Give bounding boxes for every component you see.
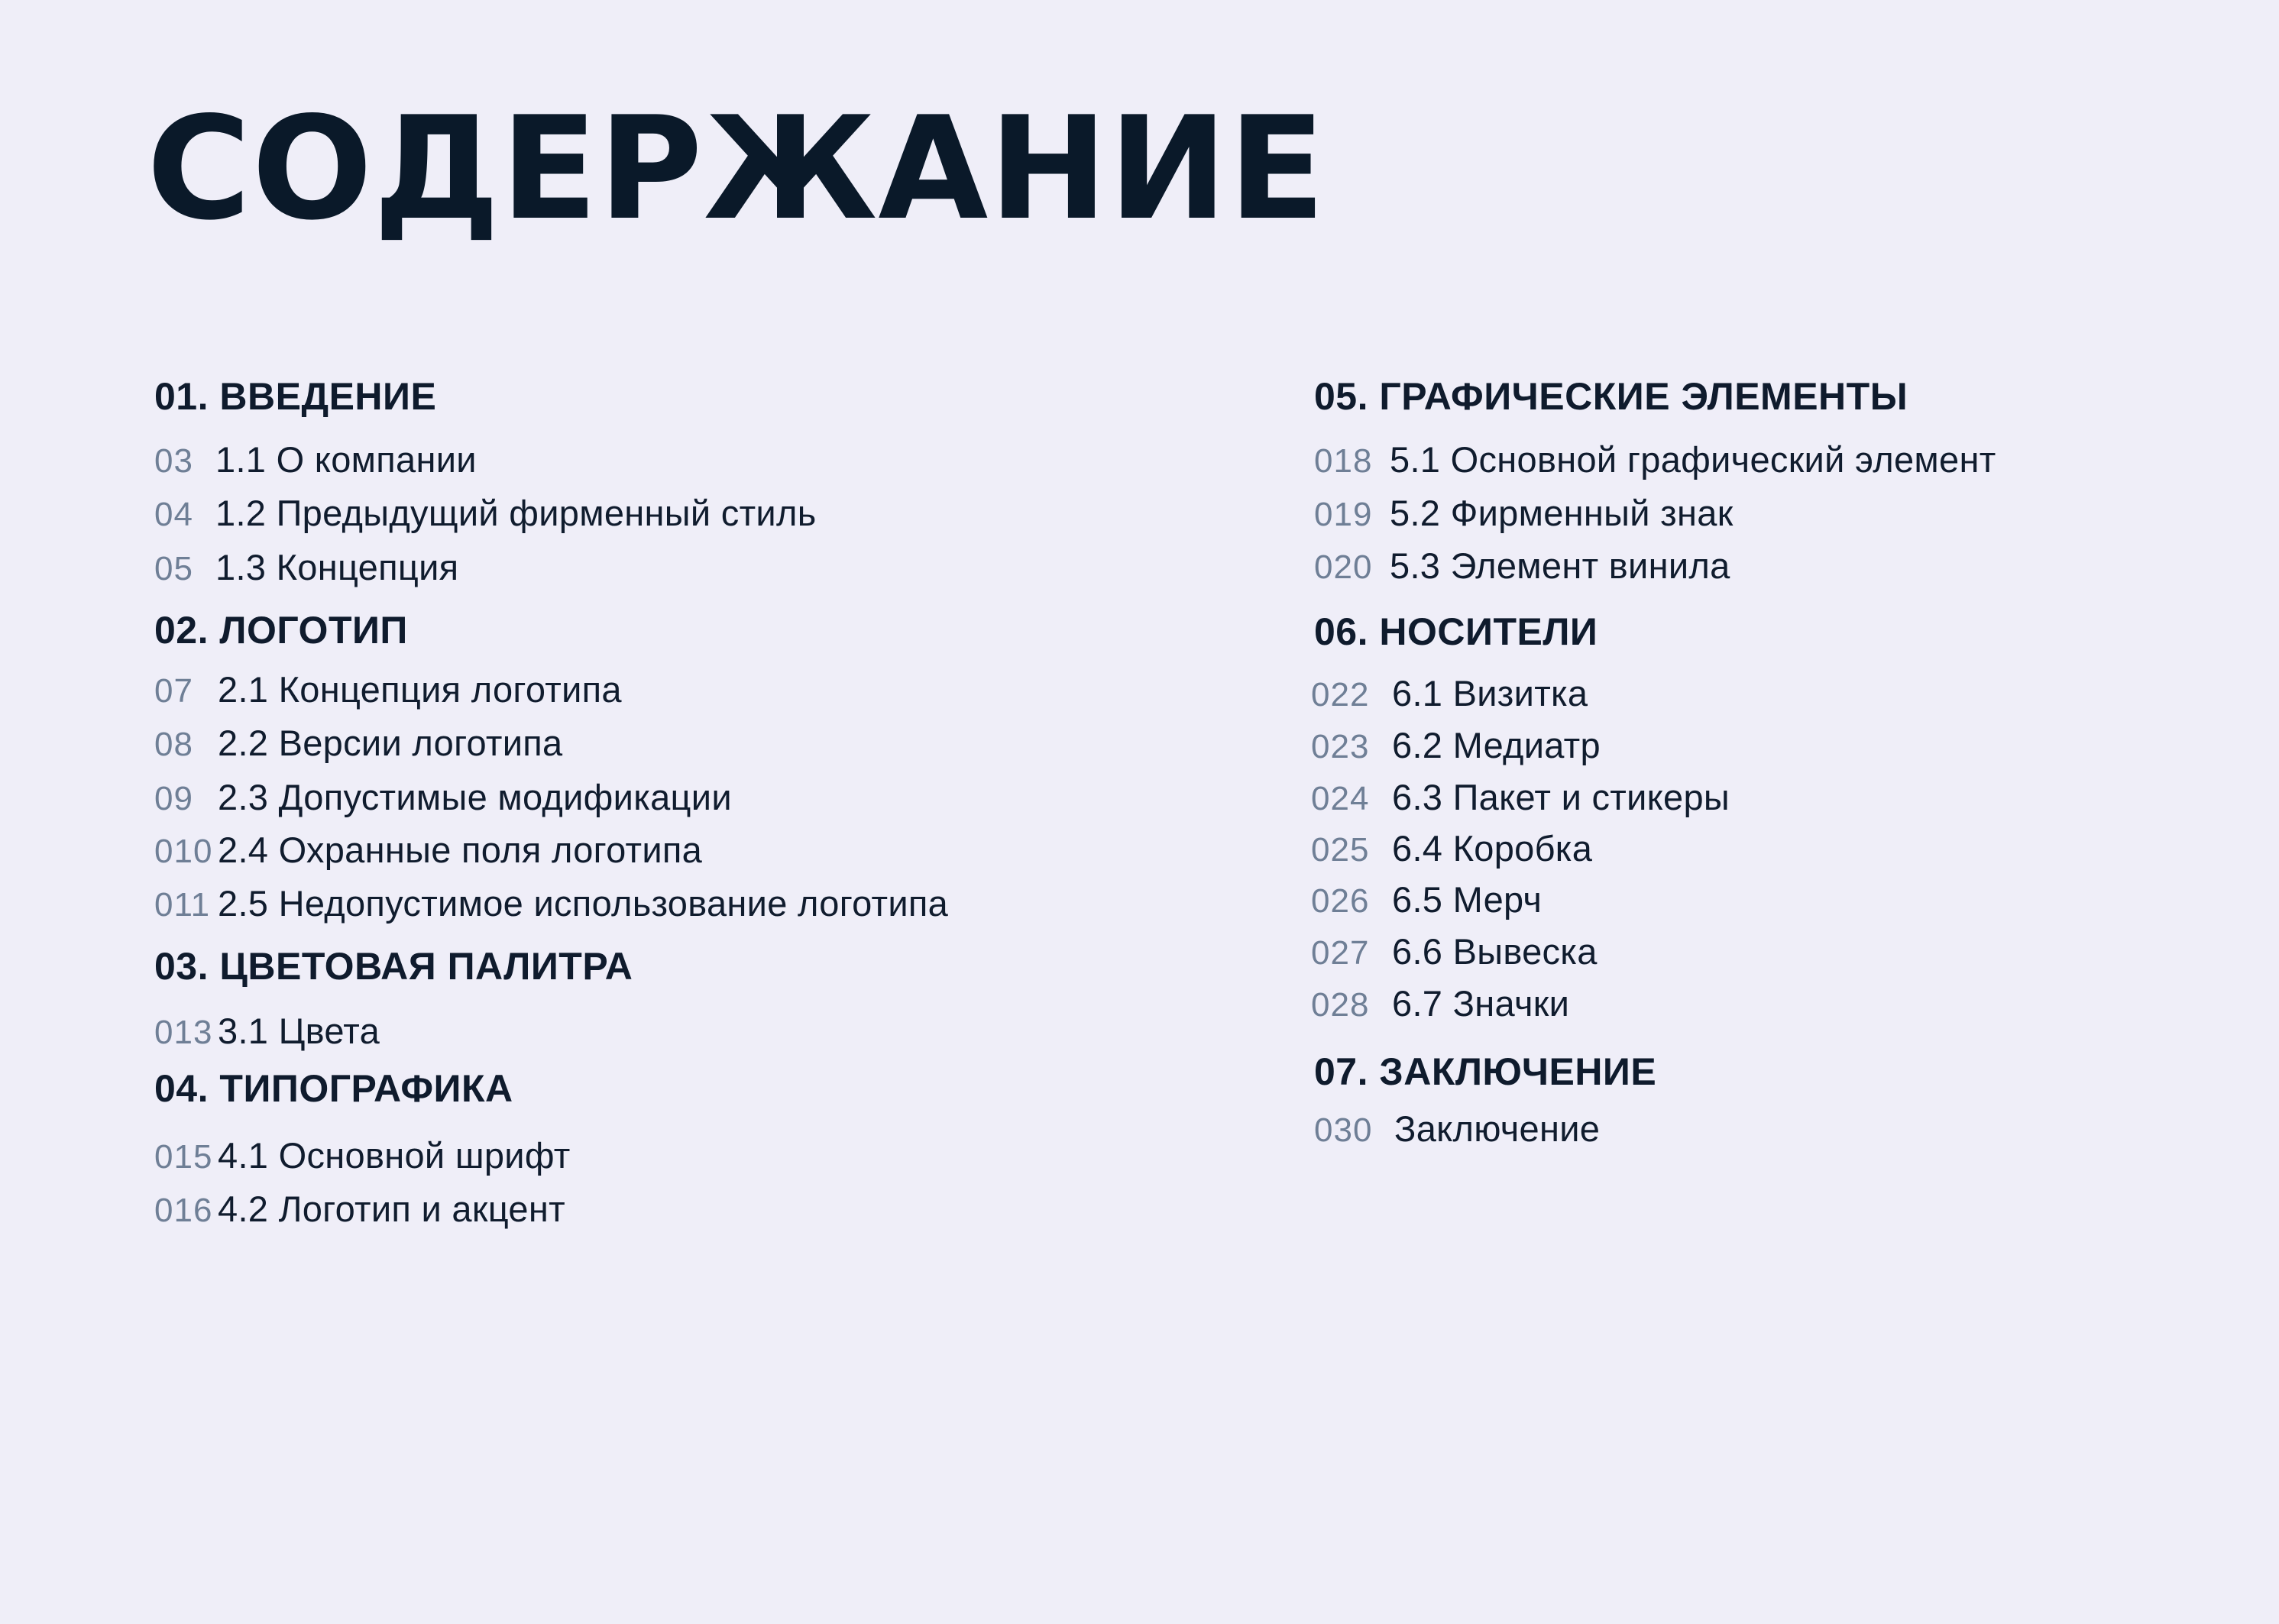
toc-page-number: 030 xyxy=(1314,1111,1373,1149)
toc-entry-title: 6.3 Пакет и стикеры xyxy=(1392,777,1730,817)
toc-page-number: 027 xyxy=(1311,934,1370,972)
page-title: СОДЕРЖАНИЕ xyxy=(147,86,1326,251)
toc-page-number: 016 xyxy=(154,1192,213,1229)
toc-page-number: 022 xyxy=(1311,676,1370,713)
toc-page-number: 08 xyxy=(154,726,193,763)
toc-entry-title: 5.2 Фирменный знак xyxy=(1390,493,1734,533)
toc-entry[interactable] xyxy=(154,492,817,534)
toc-entry-title: 1.1 О компании xyxy=(215,439,477,480)
toc-entry-title: 5.1 Основной графический элемент xyxy=(1390,439,1996,480)
toc-entry-title: 6.1 Визитка xyxy=(1392,673,1588,713)
toc-entry[interactable] xyxy=(154,1010,380,1052)
toc-entry-title: 6.7 Значки xyxy=(1392,983,1570,1024)
toc-entry[interactable] xyxy=(154,438,477,480)
toc-entry-title: 6.5 Мерч xyxy=(1392,879,1543,920)
toc-entry[interactable] xyxy=(154,882,948,924)
toc-entry-title: 1.3 Концепция xyxy=(215,547,459,587)
toc-entry-title: 6.6 Вывеска xyxy=(1392,931,1598,972)
toc-page-number: 020 xyxy=(1314,548,1373,586)
section-heading-logo: 02. ЛОГОТИП xyxy=(154,609,408,652)
toc-entry[interactable] xyxy=(154,776,732,818)
toc-page-number: 015 xyxy=(154,1138,213,1176)
toc-entry[interactable] xyxy=(1314,1108,1600,1150)
toc-page-number: 024 xyxy=(1311,780,1370,817)
toc-entry[interactable] xyxy=(154,829,702,871)
toc-entry-title: 5.3 Элемент винила xyxy=(1390,545,1730,586)
toc-entry[interactable] xyxy=(1311,672,1588,714)
toc-entry-title: 2.3 Допустимые модификации xyxy=(218,777,732,817)
section-heading-conclusion: 07. ЗАКЛЮЧЕНИЕ xyxy=(1314,1050,1657,1093)
section-heading-typography: 04. ТИПОГРАФИКА xyxy=(154,1067,513,1110)
toc-page-number: 013 xyxy=(154,1014,213,1051)
toc-page-number: 026 xyxy=(1311,882,1370,920)
toc-page-number: 019 xyxy=(1314,496,1373,533)
toc-page-number: 05 xyxy=(154,550,193,587)
toc-entry-title: 2.2 Версии логотипа xyxy=(218,723,563,763)
toc-entry[interactable] xyxy=(1314,438,1996,480)
toc-entry[interactable] xyxy=(1311,724,1601,766)
toc-page-number: 04 xyxy=(154,496,193,533)
toc-page-number: 018 xyxy=(1314,442,1373,480)
toc-entry-title: 4.2 Логотип и акцент xyxy=(218,1189,565,1229)
toc-page-number: 023 xyxy=(1311,728,1370,765)
toc-entry[interactable] xyxy=(154,1134,571,1176)
toc-page-number: 025 xyxy=(1311,831,1370,869)
toc-entry[interactable] xyxy=(1311,878,1542,920)
toc-page-number: 07 xyxy=(154,672,193,710)
toc-entry[interactable] xyxy=(1311,982,1569,1024)
toc-page-number: 03 xyxy=(154,442,193,480)
section-heading-color-palette: 03. ЦВЕТОВАЯ ПАЛИТРА xyxy=(154,945,633,988)
toc-entry[interactable] xyxy=(154,546,458,588)
toc-entry[interactable] xyxy=(1311,930,1598,972)
toc-page-number: 028 xyxy=(1311,986,1370,1024)
toc-entry[interactable] xyxy=(1314,492,1734,534)
toc-entry-title: 1.2 Предыдущий фирменный стиль xyxy=(215,493,817,533)
toc-entry-title: 4.1 Основной шрифт xyxy=(218,1135,571,1176)
toc-entry-title: 6.2 Медиатр xyxy=(1392,725,1601,765)
toc-entry-title: 3.1 Цвета xyxy=(218,1011,380,1051)
toc-entry[interactable] xyxy=(154,1188,565,1230)
toc-entry[interactable] xyxy=(1311,827,1592,869)
toc-entry[interactable] xyxy=(154,668,622,710)
toc-entry-title: 2.5 Недопустимое использование логотипа xyxy=(218,883,949,924)
toc-entry-title: 2.1 Концепция логотипа xyxy=(218,669,622,710)
toc-entry-title: Заключение xyxy=(1394,1108,1601,1149)
toc-page-number: 011 xyxy=(154,886,211,924)
section-heading-graphic-elements: 05. ГРАФИЧЕСКИЕ ЭЛЕМЕНТЫ xyxy=(1314,375,1908,418)
section-heading-media: 06. НОСИТЕЛИ xyxy=(1314,610,1598,653)
section-heading-introduction: 01. ВВЕДЕНИЕ xyxy=(154,375,437,418)
toc-page-number: 010 xyxy=(154,833,213,870)
toc-entry[interactable] xyxy=(1311,776,1730,818)
toc-entry-title: 6.4 Коробка xyxy=(1392,828,1593,869)
toc-entry-title: 2.4 Охранные поля логотипа xyxy=(218,830,703,870)
toc-entry[interactable] xyxy=(1314,545,1730,587)
toc-page-number: 09 xyxy=(154,780,193,817)
toc-entry[interactable] xyxy=(154,722,562,764)
